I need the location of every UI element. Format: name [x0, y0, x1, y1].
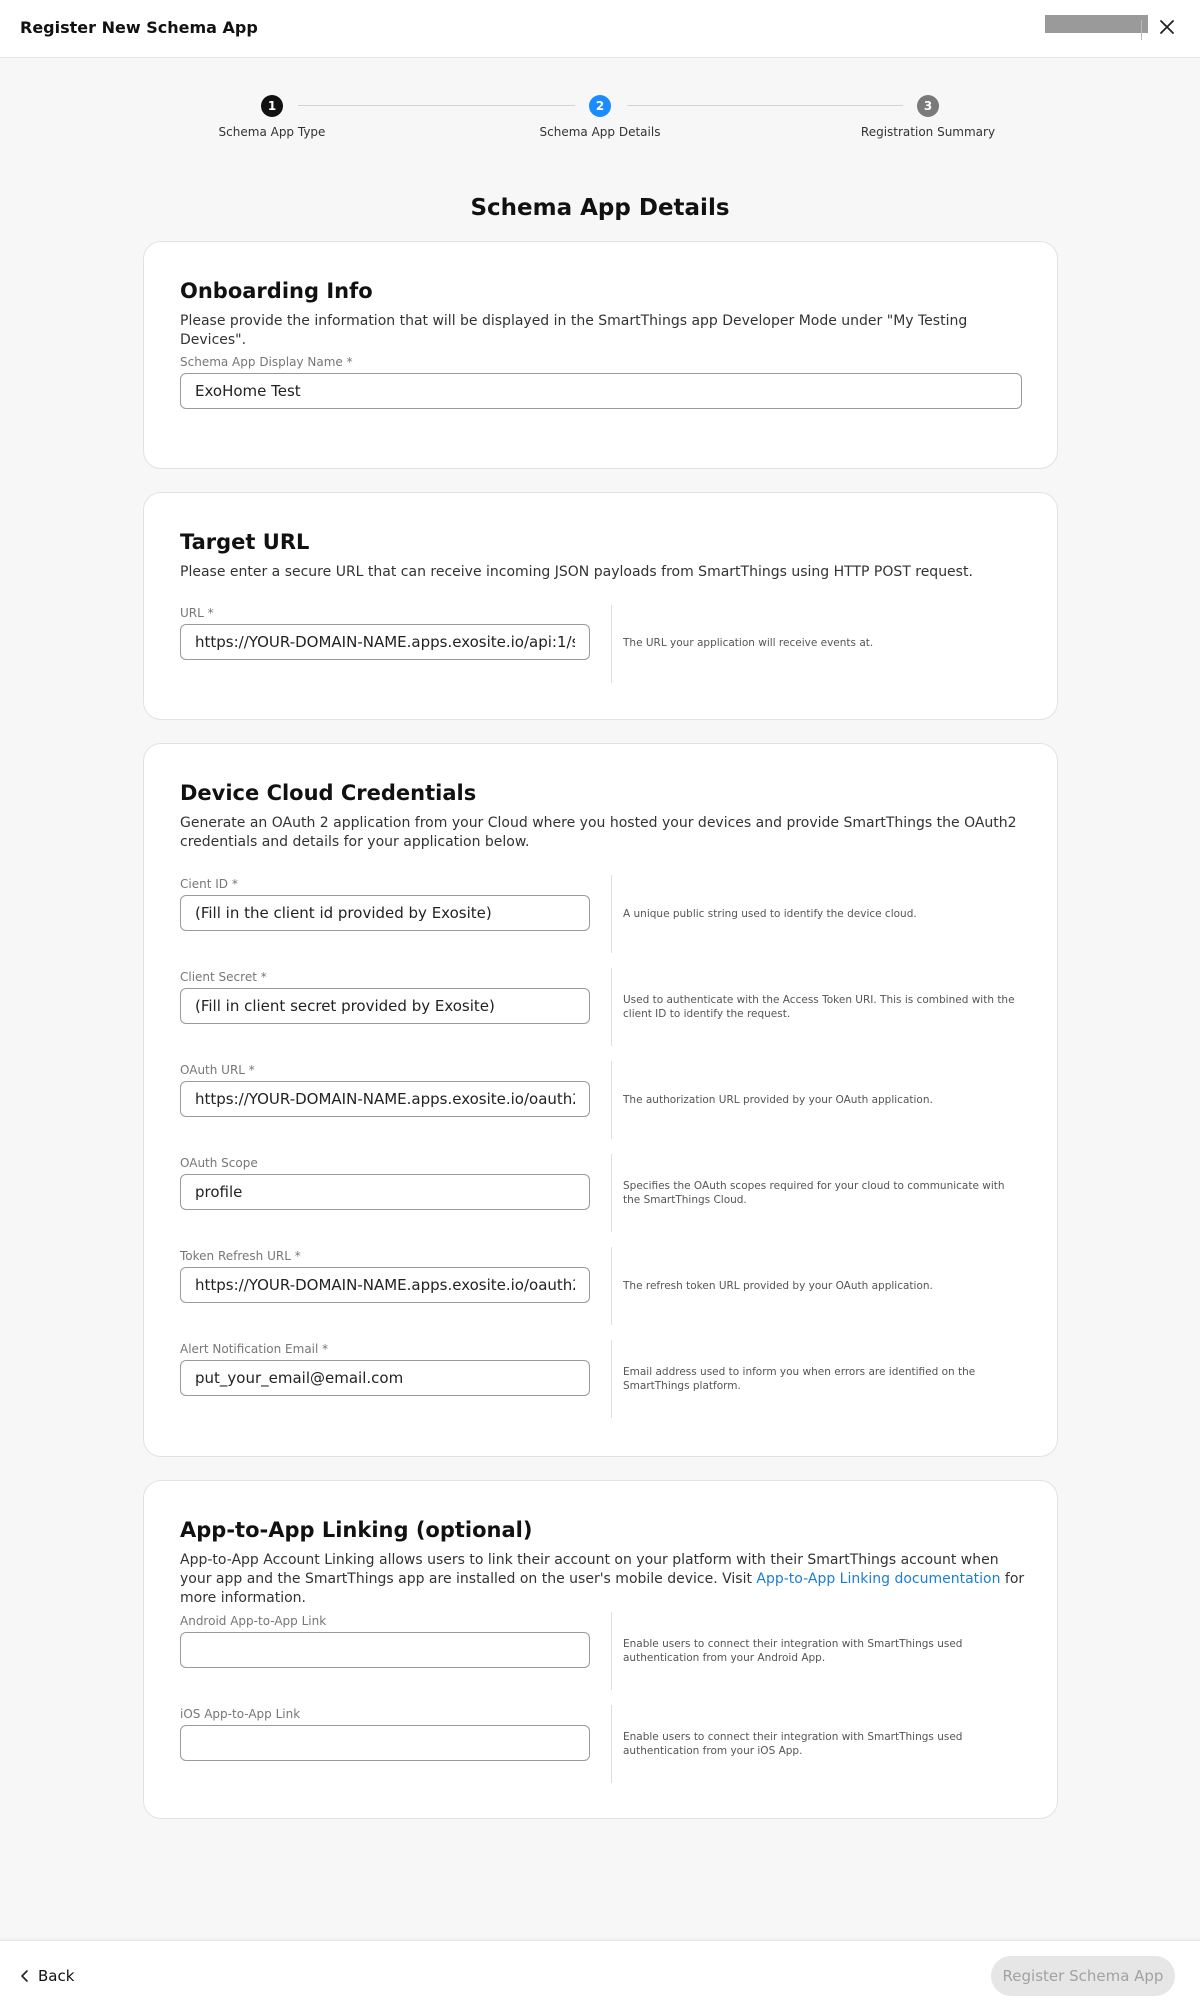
section-description: Please provide the information that will be displayed in the SmartThings app Developer Mode under "My Testing Devices".	[180, 313, 968, 348]
back-button[interactable]	[20, 1967, 74, 1985]
app-linking-docs-link[interactable]: App-to-App Linking documentation	[756, 1571, 1001, 1587]
client-id-help: A unique public string used to identify the device cloud.	[623, 908, 917, 920]
ios-link-label: iOS App-to-App Link	[180, 1707, 301, 1721]
field-divider	[611, 875, 612, 953]
client-secret-input[interactable]	[180, 988, 590, 1024]
step-number: 2	[589, 95, 611, 117]
ios-link-help: Enable users to connect their integration with SmartThings used authentication from your iOS App.	[623, 1731, 963, 1757]
credentials-card	[143, 743, 1058, 1457]
section-title: Target URL	[180, 530, 310, 554]
client-secret-help: Used to authenticate with the Access Token URI. This is combined with the client ID to identify the request.	[623, 994, 1015, 1020]
step-1	[172, 95, 372, 139]
url-help: The URL your application will receive events at.	[623, 637, 874, 649]
description-text: App-to-App Account Linking allows users to link their account on your platform with their SmartThings account when your app and the SmartThings app are installed on the user's mobile device. Visit	[180, 1552, 999, 1587]
token-refresh-url-label: Token Refresh URL *	[180, 1249, 301, 1263]
step-label: Schema App Details	[539, 125, 661, 139]
close-icon	[1156, 16, 1178, 38]
display-name-input[interactable]	[180, 373, 1022, 409]
android-link-input[interactable]	[180, 1632, 590, 1668]
onboarding-card	[143, 241, 1058, 469]
display-name-label: Schema App Display Name *	[180, 355, 353, 369]
client-id-input[interactable]	[180, 895, 590, 931]
field-divider	[611, 1154, 612, 1232]
field-divider	[611, 605, 612, 683]
client-id-label: Cient ID *	[180, 877, 238, 891]
oauth-scope-input[interactable]	[180, 1174, 590, 1210]
section-description: Please enter a secure URL that can receive incoming JSON payloads from SmartThings using HTTP POST request.	[180, 564, 973, 580]
android-link-label: Android App-to-App Link	[180, 1614, 327, 1628]
section-description: Generate an OAuth 2 application from your Cloud where you hosted your devices and provide SmartThings the OAuth2 credentials and details for your application below.	[180, 815, 1017, 850]
field-divider	[611, 1705, 612, 1783]
app-linking-card	[143, 1480, 1058, 1819]
step-number: 1	[261, 95, 283, 117]
register-schema-app-button[interactable]: Register Schema App	[991, 1956, 1175, 1996]
modal-title: Register New Schema App	[20, 18, 258, 37]
oauth-scope-label: OAuth Scope	[180, 1156, 258, 1170]
oauth-url-input[interactable]	[180, 1081, 590, 1117]
step-3	[828, 95, 1028, 139]
header-divider	[1141, 20, 1142, 40]
step-2	[500, 95, 700, 139]
section-description	[180, 1551, 1030, 1608]
field-divider	[611, 1247, 612, 1325]
target-url-card	[143, 492, 1058, 720]
close-button[interactable]	[1156, 16, 1178, 38]
field-divider	[611, 1612, 612, 1690]
section-title: App-to-App Linking (optional)	[180, 1518, 533, 1542]
back-label: Back	[38, 1967, 75, 1985]
url-label: URL *	[180, 606, 214, 620]
chevron-left-icon	[20, 1969, 30, 1983]
modal-header	[0, 0, 1200, 58]
account-menu-redacted[interactable]	[1045, 15, 1148, 33]
step-label: Registration Summary	[860, 125, 996, 139]
url-input[interactable]	[180, 624, 590, 660]
field-divider	[611, 1340, 612, 1418]
ios-link-input[interactable]	[180, 1725, 590, 1761]
page-title: Schema App Details	[470, 195, 730, 221]
section-title: Device Cloud Credentials	[180, 781, 477, 805]
alert-email-label: Alert Notification Email *	[180, 1342, 329, 1356]
android-link-help: Enable users to connect their integration with SmartThings used authentication from your Android App.	[623, 1638, 963, 1664]
step-number: 3	[917, 95, 939, 117]
section-title: Onboarding Info	[180, 279, 373, 303]
token-refresh-url-help: The refresh token URL provided by your OAuth application.	[623, 1280, 933, 1292]
oauth-scope-help: Specifies the OAuth scopes required for your cloud to communicate with the SmartThings Cloud.	[623, 1180, 1005, 1206]
progress-stepper	[0, 95, 1200, 145]
field-divider	[611, 1061, 612, 1139]
alert-email-help: Email address used to inform you when errors are identified on the SmartThings platform.	[623, 1366, 976, 1392]
token-refresh-url-input[interactable]	[180, 1267, 590, 1303]
footer-bar	[0, 1940, 1200, 2013]
description-text: for more information.	[180, 1571, 1025, 1606]
oauth-url-help: The authorization URL provided by your OAuth application.	[623, 1094, 933, 1106]
client-secret-label: Client Secret *	[180, 970, 267, 984]
field-divider	[611, 968, 612, 1046]
oauth-url-label: OAuth URL *	[180, 1063, 255, 1077]
alert-email-input[interactable]	[180, 1360, 590, 1396]
step-label: Schema App Type	[218, 125, 326, 139]
